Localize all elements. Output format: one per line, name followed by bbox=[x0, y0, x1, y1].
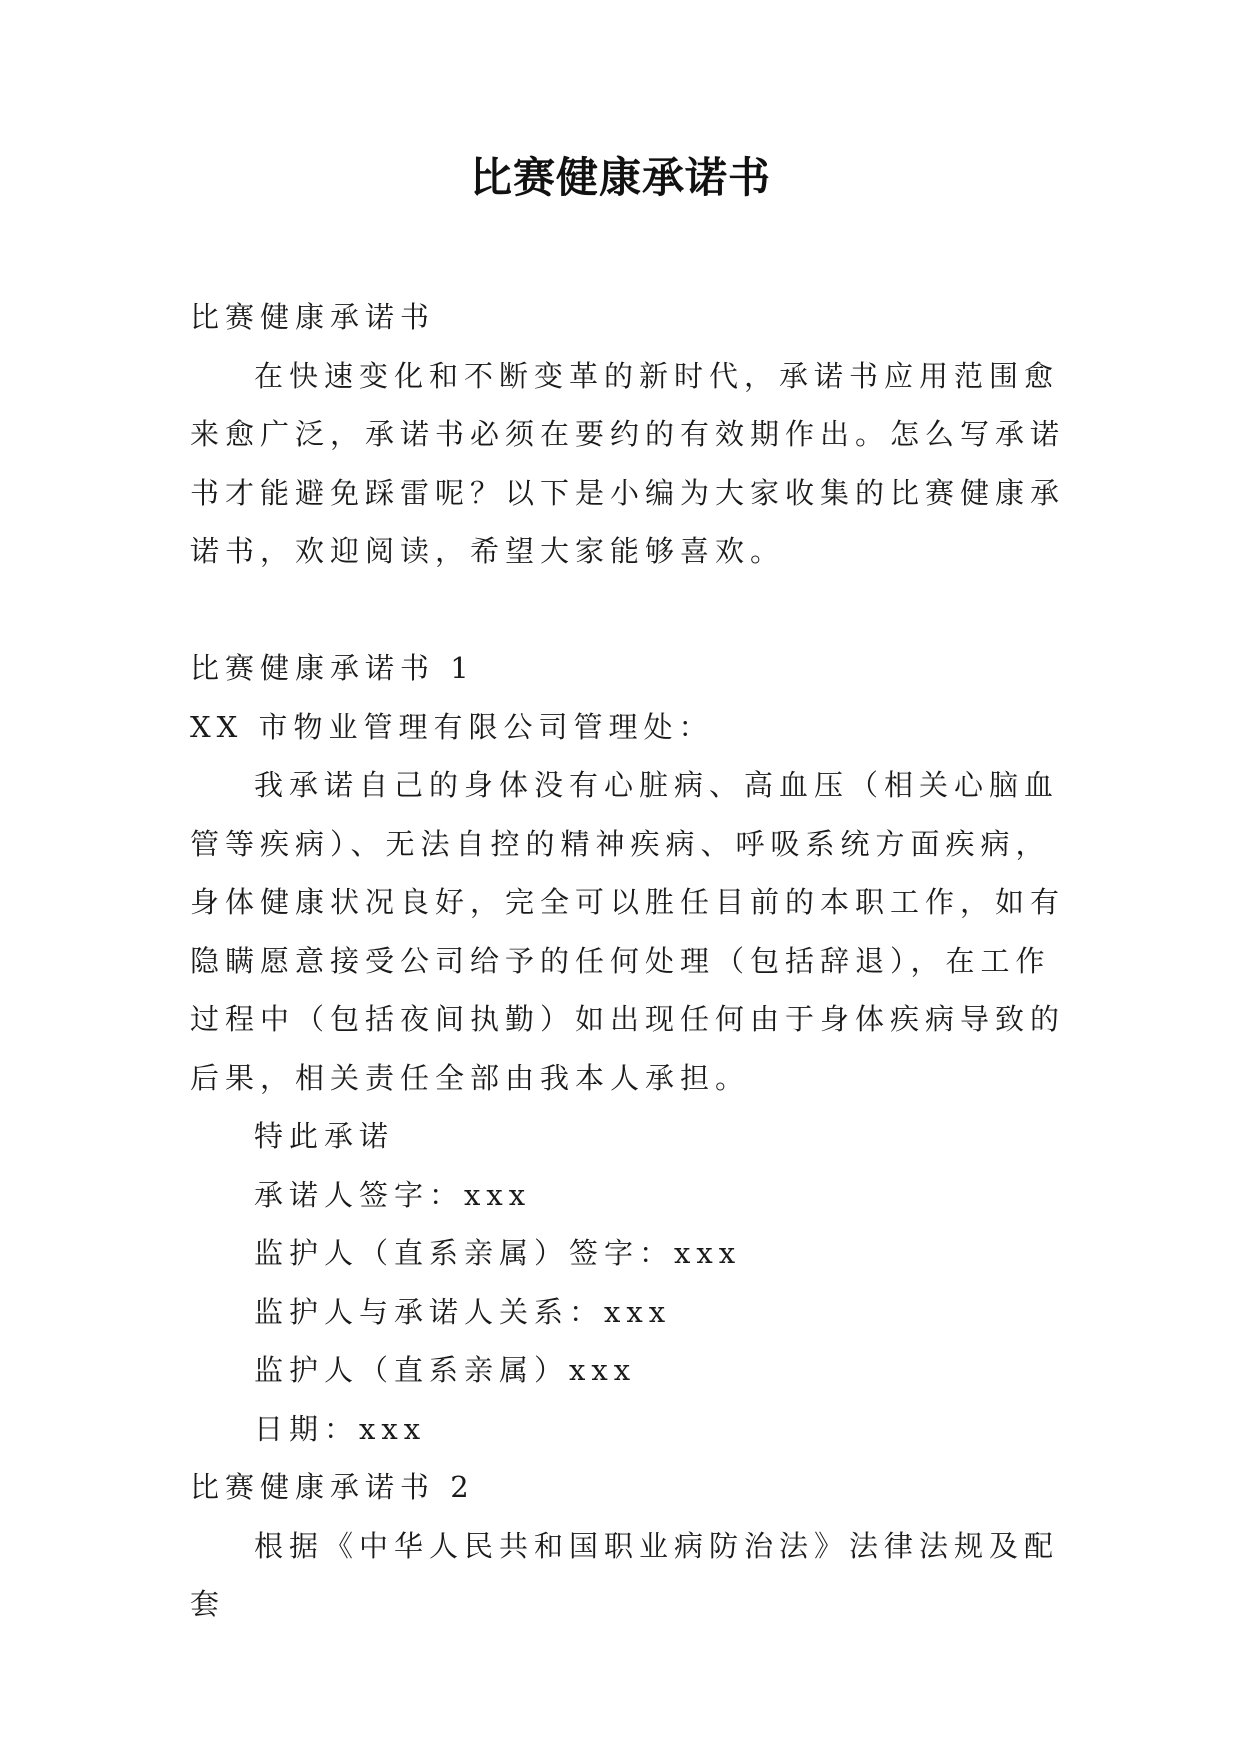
section-2-heading: 比赛健康承诺书 2 bbox=[190, 1470, 475, 1504]
addressee-line: XX 市物业管理有限公司管理处： bbox=[190, 709, 714, 744]
commitment-paragraph: 我承诺自己的身体没有心脏病、高血压（相关心脑血管等疾病）、无法自控的精神疾病、呼吸系统方面疾病，身体健康状况良好，完全可以胜任目前的本职工作，如有隐瞒愿意接受公司给予的任何处理（包括辞退），在工作过程中（包括夜间执勤）如出现任何由于身体疾病导致的后果，相关责任全部由我本人承担。 bbox=[190, 768, 1066, 1095]
date-line: 日期：xxx bbox=[254, 1411, 427, 1446]
signature-line: 承诺人签字：xxx bbox=[254, 1177, 532, 1212]
document-subtitle: 比赛健康承诺书 bbox=[190, 300, 436, 334]
document-body bbox=[190, 288, 1065, 1634]
page-title: 比赛健康承诺书 bbox=[469, 153, 771, 202]
intro-paragraph: 在快速变化和不断变革的新时代，承诺书应用范围愈来愈广泛，承诺书必须在要约的有效期作出。怎么写承诺书才能避免踩雷呢？以下是小编为大家收集的比赛健康承诺书，欢迎阅读，希望大家能够喜欢。 bbox=[190, 358, 1066, 568]
paragraph-spacer bbox=[190, 581, 1065, 640]
guardian-signature-line: 监护人（直系亲属）签字：xxx bbox=[254, 1236, 742, 1270]
closing-line: 特此承诺 bbox=[254, 1119, 395, 1153]
section-2-paragraph: 根据《中华人民共和国职业病防治法》法律法规及配套 bbox=[190, 1528, 1060, 1621]
section-1-heading: 比赛健康承诺书 1 bbox=[190, 651, 475, 685]
guardian-line: 监护人（直系亲属）xxx bbox=[254, 1353, 637, 1387]
relationship-line: 监护人与承诺人关系：xxx bbox=[254, 1294, 672, 1329]
